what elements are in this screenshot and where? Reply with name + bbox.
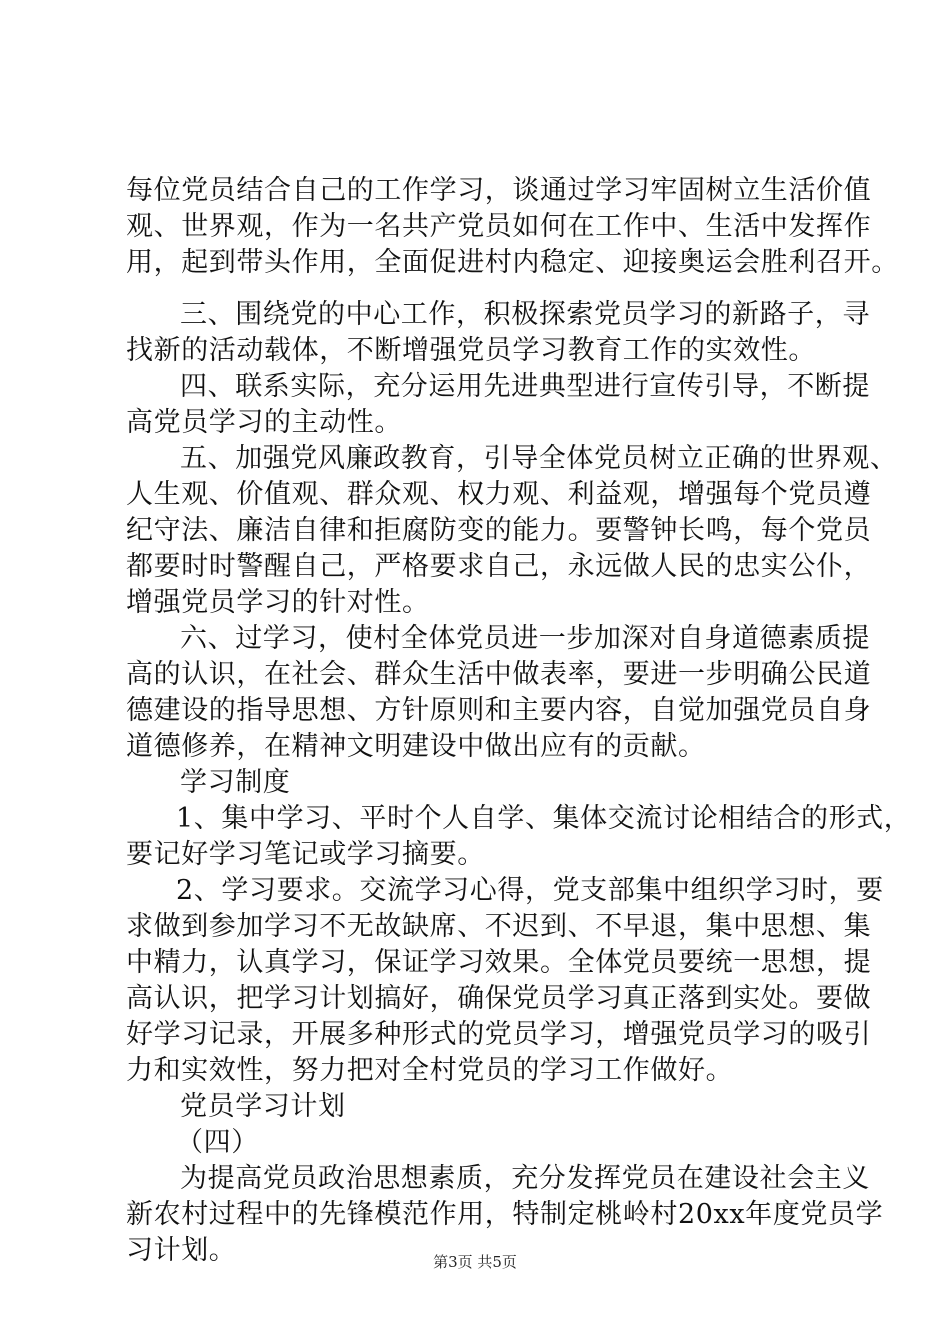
text-line: 增强党员学习的针对性。 bbox=[126, 587, 430, 618]
text-line: 力和实效性，努力把对全村党员的学习工作做好。 bbox=[126, 1055, 734, 1086]
section-heading: 学习制度 bbox=[180, 767, 291, 798]
text-line: 要记好学习笔记或学习摘要。 bbox=[126, 839, 485, 870]
text-line: 高党员学习的主动性。 bbox=[126, 407, 402, 438]
text-line: 每位党员结合自己的工作学习，谈通过学习牢固树立生活价值 bbox=[126, 175, 872, 206]
text-line: 求做到参加学习不无故缺席、不迟到、不早退，集中思想、集 bbox=[126, 911, 872, 942]
text-line: 三、围绕党的中心工作，积极探索党员学习的新路子，寻 bbox=[180, 299, 870, 330]
section-heading: 党员学习计划 bbox=[180, 1091, 346, 1122]
text-line: 道德修养，在精神文明建设中做出应有的贡献。 bbox=[126, 731, 706, 762]
page-number-footer: 第3页 共5页 bbox=[433, 1253, 517, 1271]
text-line: 德建设的指导思想、方针原则和主要内容，自觉加强党员自身 bbox=[126, 695, 872, 726]
text-line: 高认识，把学习计划搞好，确保党员学习真正落到实处。要做 bbox=[126, 983, 872, 1014]
text-line: 纪守法、廉洁自律和拒腐防变的能力。要警钟长鸣，每个党员 bbox=[126, 515, 872, 546]
text-line: 四、联系实际，充分运用先进典型进行宣传引导，不断提 bbox=[180, 371, 870, 402]
text-line: 新农村过程中的先锋模范作用，特制定桃岭村20xx年度党员学 bbox=[126, 1199, 884, 1230]
text-line: 六、过学习，使村全体党员进一步加深对自身道德素质提 bbox=[180, 623, 870, 654]
text-line: 习计划。 bbox=[126, 1235, 237, 1266]
text-line: 都要时时警醒自己，严格要求自己，永远做人民的忠实公仆， bbox=[126, 551, 872, 582]
text-line: 高的认识，在社会、群众生活中做表率，要进一步明确公民道 bbox=[126, 659, 872, 690]
text-line: 1、集中学习、平时个人自学、集体交流讨论相结合的形式， bbox=[176, 803, 912, 834]
text-line: 五、加强党风廉政教育，引导全体党员树立正确的世界观、 bbox=[180, 443, 898, 474]
section-number: （四） bbox=[176, 1127, 259, 1158]
text-line: 2、学习要求。交流学习心得，党支部集中组织学习时，要 bbox=[176, 875, 884, 906]
text-line: 找新的活动载体，不断增强党员学习教育工作的实效性。 bbox=[126, 335, 816, 366]
text-line: 用，起到带头作用，全面促进村内稳定、迎接奥运会胜利召开。 bbox=[126, 247, 899, 278]
text-line: 人生观、价值观、群众观、权力观、利益观，增强每个党员遵 bbox=[126, 479, 872, 510]
text-line: 中精力，认真学习，保证学习效果。全体党员要统一思想，提 bbox=[126, 947, 872, 978]
text-line: 为提高党员政治思想素质，充分发挥党员在建设社会主义 bbox=[180, 1163, 870, 1194]
text-line: 好学习记录，开展多种形式的党员学习，增强党员学习的吸引 bbox=[126, 1019, 872, 1050]
text-line: 观、世界观，作为一名共产党员如何在工作中、生活中发挥作 bbox=[126, 211, 872, 242]
